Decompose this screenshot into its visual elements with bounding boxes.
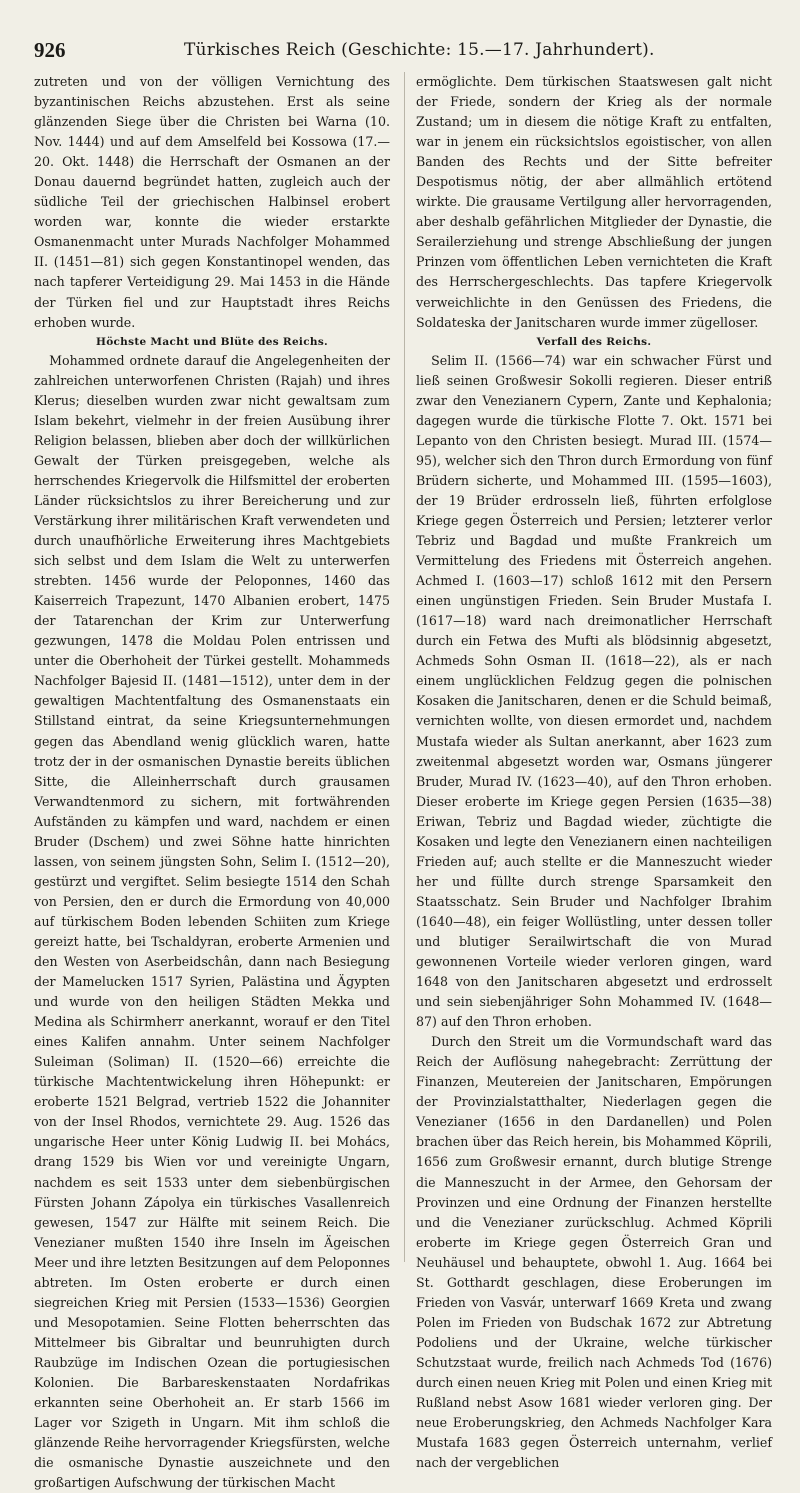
- right-paragraph-1: ermöglichte. Dem türkischen Staatswesen galt nicht der Friede, sondern der Krieg als der normale Zustand; um in diesem die nötige Kraft zu entfalten, war in jenem ein rücksichtslos egoistischer, von allen Banden des Rechts und der Sitte befreiter Despotismus nötig, der aber allmählich ertötend wirkte. Die grausame Vertilgung aller hervorragenden, aber deshalb gefährlichen Mitglieder der Dynastie, die Serailerziehung und strenge Abschließung der jungen Prinzen vom öffentlichen Leben vernichteten die Kraft des Herrschergeschlechts. Das tapfere Kriegervolk verweichlichte in den Genüssen des Friedens, die Soldateska der Janitscharen wurde immer zügelloser.: [416, 74, 772, 330]
- page-header: [34, 38, 766, 68]
- section-heading-hoechste-macht: Höchste Macht und Blüte des Reichs.: [95, 335, 329, 348]
- section-heading-verfall: Verfall des Reichs.: [536, 335, 652, 348]
- right-paragraph-3: Durch den Streit um die Vormundschaft ward das Reich der Auflösung nahegebracht: Zerrüttung der Finanzen, Meutereien der Janitscharen, Empörungen der Provinzialstatthalter, Niederlagen gegen die Venezianer (1656 in den Dardanellen) und Polen brachen über das Reich herein, bis Mohammed Köprili, 1656 zum Großwesir ernannt, durch blutige Strenge die Manneszucht in der Armee, den Gehorsam der Provinzen und eine Ordnung der Finanzen herstellte und die Venezianer zurückschlug. Achmed Köprili eroberte im Kriege gegen Österreich Gran und Neuhäusel und behauptete, obwohl 1. Aug. 1664 bei St. Gotthardt geschlagen, diese Eroberungen im Frieden von Vasvár, unterwarf 1669 Kreta und zwang Polen im Frieden von Budschak 1672 zur Abtretung Podoliens und der Ukraine, welche türkischer Schutzstaat wurde, freilich nach Achmeds Tod (1676) durch einen neuen Krieg mit Polen und einen Krieg mit Rußland nebst Asow 1681 wieder verloren ging. Der neue Eroberungskrieg, den Achmeds Nachfolger Kara Mustafa 1683 gegen Österreich unternahm, verlief nach der vergeblichen: [416, 1034, 772, 1471]
- left-paragraph-1: zutreten und von der völligen Vernichtung des byzantinischen Reichs abzustehen. Erst als seine glänzenden Siege über die Christen bei Warna (10. Nov. 1444) und auf dem Amselfeld bei Kossowa (17.—20. Okt. 1448) die Herrschaft der Osmanen an der Donau dauernd begründet hatten, zugleich auch der südliche Teil der griechischen Halbinsel erobert worden war, konnte die wieder erstarkte Osmanenmacht unter Murads Nachfolger Mohammed II. (1451—81) sich gegen Konstantinopel wenden, das nach tapferer Verteidigung 29. Mai 1453 in die Hände der Türken fiel und zur Hauptstadt ihres Reichs erhoben wurde.: [34, 74, 390, 330]
- right-paragraph-2: Selim II. (1566—74) war ein schwacher Fürst und ließ seinen Großwesir Sokolli regieren. Dieser entriß zwar den Venezianern Cypern, Zante und Kephalonia; dagegen wurde die türkische Flotte 7. Okt. 1571 bei Lepanto von den Christen besiegt. Murad III. (1574—95), welcher sich den Thron durch Ermordung von fünf Brüdern sicherte, und Mohammed III. (1595—1603), der 19 Brüder erdrosseln ließ, führten erfolglose Kriege gegen Österreich und Persien; letzterer verlor Tebriz und Bagdad und mußte Frankreich um Vermittelung des Friedens mit Österreich angehen. Achmed I. (1603—17) schloß 1612 mit den Persern einen ungünstigen Frieden. Sein Bruder Mustafa I. (1617—18) ward nach dreimonatlicher Herrschaft durch ein Fetwa des Mufti als blödsinnig abgesetzt, Achmeds Sohn Osman II. (1618—22), als er nach einem unglücklichen Feldzug gegen die polnischen Kosaken die Janitscharen, denen er die Schuld beimaß, vernichten wollte, von diesen ermordet und, nachdem Mustafa wieder als Sultan anerkannt, aber 1623 zum zweitenmal abgesetzt worden war, Osmans jüngerer Bruder, Murad IV. (1623—40), auf den Thron erhoben. Dieser eroberte im Kriege gegen Persien (1635—38) Eriwan, Tebriz und Bagdad wieder, züchtigte die Kosaken und legte den Venezianern einen nachteiligen Frieden auf; auch stellte er die Manneszucht wieder her und füllte durch strenge Sparsamkeit den Staatsschatz. Sein Bruder und Nachfolger Ibrahim (1640—48), ein feiger Wollüstling, unter dessen toller und blutiger Serailwirtschaft die von Murad gewonnenen Vorteile wieder verloren gingen, ward 1648 von den Janitscharen abgesetzt und erdrosselt und sein siebenjähriger Sohn Mohammed IV. (1648—87) auf den Thron erhoben.: [416, 352, 772, 1030]
- page-number: 926: [34, 38, 66, 62]
- left-column: [34, 72, 390, 1491]
- column-divider: [404, 72, 405, 1262]
- running-title: Türkisches Reich (Geschichte: 15.—17. Jahrhundert).: [184, 40, 655, 60]
- left-paragraph-2: Mohammed ordnete darauf die Angelegenheiten der zahlreichen unterworfenen Christen (Rajah) und ihres Klerus; dieselben wurden zwar nicht gewaltsam zum Islam bekehrt, vielmehr in der freien Ausübung ihrer Religion belassen, blieben aber doch der willkürlichen Gewalt der Türken preisgegeben, welche als herrschendes Kriegervolk die Hilfsmittel der eroberten Länder rücksichtslos zu ihrer Bereicherung und zur Verstärkung ihrer militärischen Kraft verwendeten und durch unaufhörliche Erweiterung ihres Machtgebiets sich selbst und dem Islam die Welt zu unterwerfen strebten. 1456 wurde der Peloponnes, 1460 das Kaiserreich Trapezunt, 1470 Albanien erobert, 1475 der Tatarenchan der Krim zur Unterwerfung gezwungen, 1478 die Moldau Polen entrissen und unter die Oberhoheit der Türkei gestellt. Mohammeds Nachfolger Bajesid II. (1481—1512), unter dem in der gewaltigen Machtentfaltung des Osmanenstaats ein Stillstand eintrat, da seine Kriegsunternehmungen gegen das Abendland wenig glücklich waren, hatte trotz der in der osmanischen Dynastie bereits üblichen Sitte, die Alleinherrschaft durch grausamen Verwandtenmord zu sichern, mit fortwährenden Aufständen zu kämpfen und ward, nachdem er einen Bruder (Dschem) und zwei Söhne hatte hinrichten lassen, von seinem jüngsten Sohn, Selim I. (1512—20), gestürzt und vergiftet. Selim besiegte 1514 den Schah von Persien, den er durch die Ermordung von 40,000 auf türkischem Boden lebenden Schiiten zum Kriege gereizt hatte, bei Tschaldyran, eroberte Armenien und den Westen von Aserbeidschân, dann nach Besiegung der Mamelucken 1517 Syrien, Palästina und Ägypten und wurde von den heiligen Städten Mekka und Medina als Schirmherr anerkannt, worauf er den Titel eines Kalifen annahm. Unter seinem Nachfolger Suleiman (Soliman) II. (1520—66) erreichte die türkische Machtentwickelung ihren Höhepunkt: er eroberte 1521 Belgrad, vertrieb 1522 die Johanniter von der Insel Rhodos, vernichtete 29. Aug. 1526 das ungarische Heer unter König Ludwig II. bei Mohács, drang 1529 bis Wien vor und vereinigte Ungarn, nachdem es seit 1533 unter dem siebenbürgischen Fürsten Johann Zápolya ein türkisches Vasallenreich gewesen, 1547 zur Hälfte mit seinem Reich. Die Venezianer mußten 1540 ihre Inseln im Ägeischen Meer und ihre letzten Besitzungen auf dem Peloponnes abtreten. Im Osten eroberte er durch einen siegreichen Krieg mit Persien (1533—1536) Georgien und Mesopotamien. Seine Flotten beherrschten das Mittelmeer bis Gibraltar und beunruhigten durch Raubzüge im Indischen Ozean die portugiesischen Kolonien. Die Barbareskenstaaten Nordafrikas erkannten seine Oberhoheit an. Er starb 1566 im Lager vor Szigeth in Ungarn. Mit ihm schloß die glänzende Reihe hervorragender Kriegsfürsten, welche die osmanische Dynastie auszeichnete und den großartigen Aufschwung der türkischen Macht: [34, 352, 390, 1491]
- right-column: [416, 72, 772, 1471]
